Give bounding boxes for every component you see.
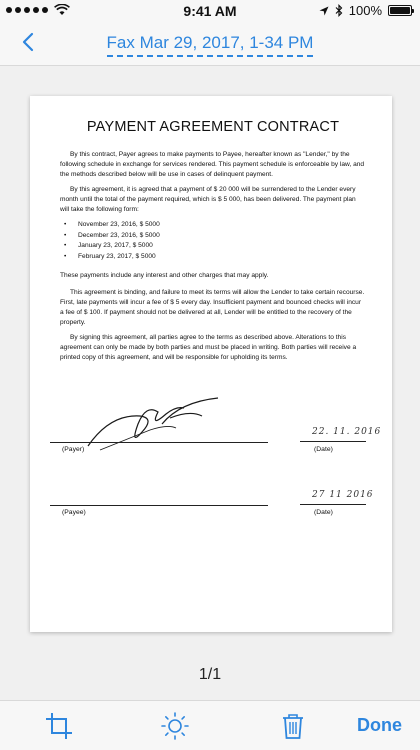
trash-icon [278, 711, 308, 741]
status-time: 9:41 AM [183, 3, 237, 19]
schedule-item: • December 23, 2016, $ 5000 [64, 231, 366, 242]
payer-date-label: (Date) [314, 446, 333, 453]
payer-date-handwritten: 22. 11. 2016 [312, 427, 382, 437]
bottom-toolbar [0, 700, 420, 750]
doc-paragraph: These payments include any interest and other charges that may apply. [60, 272, 269, 279]
document-heading: PAYMENT AGREEMENT CONTRACT [86, 119, 340, 135]
payee-date-label: (Date) [314, 509, 333, 516]
document-viewer[interactable] [0, 66, 420, 700]
doc-paragraph: This agreement is binding, and failure to meet its terms will allow the Lender to take certain recourse. First, late payments will incur a fee of $ 5 every day. Insufficient payment and bounced checks will incur a fee of $ 100. If payment should not be delivered at all, Lender will be entitled to the recovery of the property. [60, 289, 365, 326]
doc-paragraph: By this contract, Payer agrees to make payments to Payee, hereafter known as "Lender," by the following schedule in exchange for services rendered. This payment schedule is enforceable by law, and the methods described below will be use in cases of delinquent payment. [60, 151, 365, 178]
fax-page[interactable] [30, 96, 392, 632]
payer-signature-line [50, 442, 268, 443]
document-title-button[interactable] [0, 33, 420, 53]
payer-label: (Payer) [62, 446, 85, 453]
location-icon [319, 6, 329, 16]
payment-schedule-list [64, 220, 366, 262]
bluetooth-icon [335, 4, 343, 17]
crop-icon [44, 711, 74, 741]
payee-signature-line [50, 505, 268, 506]
payee-date-handwritten: 27 11 2016 [312, 490, 374, 500]
schedule-item: • January 23, 2017, $ 5000 [64, 241, 366, 252]
status-bar [0, 0, 420, 22]
battery-icon [388, 5, 412, 16]
payee-label: (Payee) [62, 509, 86, 516]
schedule-item: • November 23, 2016, $ 5000 [64, 220, 366, 231]
battery-percent: 100% [348, 3, 382, 18]
delete-button[interactable] [278, 711, 308, 741]
payer-signature [80, 394, 230, 454]
nav-bar [0, 22, 420, 66]
signature-section [30, 394, 392, 534]
crop-button[interactable] [44, 711, 74, 741]
battery-level [390, 7, 410, 14]
doc-paragraph: By signing this agreement, all parties agree to the terms as described above. Alterations to this agreement can only be made by both parties and must be placed in writing. Both parties will receive a printed copy of this agreement, and will be responsible for upholding its terms. [60, 334, 357, 361]
payee-date-line [300, 504, 366, 505]
doc-paragraph: By this agreement, it is agreed that a payment of $ 20 000 will be surrendered to the Lender every month until the total of the payment required, which is $ 5 000, has been delivered. The payment plan will take the following form: [60, 186, 356, 213]
page-indicator: 1/1 [198, 666, 222, 683]
payer-date-line [300, 441, 366, 442]
brightness-icon [160, 711, 190, 741]
schedule-item: • February 23, 2017, $ 5000 [64, 252, 366, 263]
nav-title-text: Fax Mar 29, 2017, 1-34 PM [107, 33, 314, 57]
brightness-button[interactable] [160, 711, 190, 741]
done-button[interactable]: Done [357, 715, 402, 735]
